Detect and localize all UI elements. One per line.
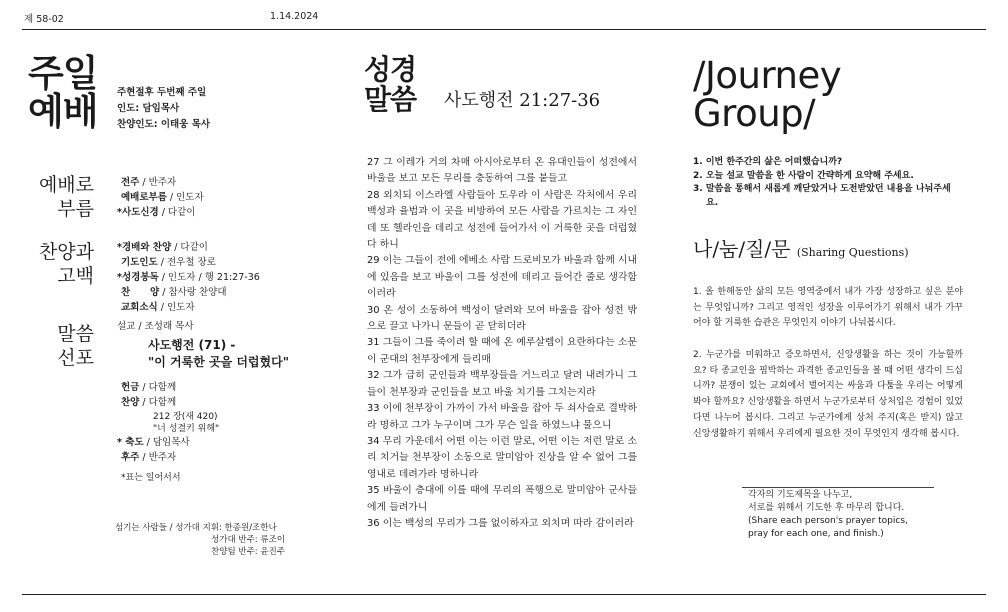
standing-note: *표는 일어서서 bbox=[121, 473, 181, 483]
verse: 29 이는 그들이 전에 에베소 사람 드로비모가 바울과 함께 시내에 있음을 보고 바울이 그를 성전에 데리고 들어간 줄로 생각함이러라 bbox=[367, 255, 637, 300]
list-item: 교회소식 / 인도자 bbox=[121, 302, 195, 313]
sermon-response-list bbox=[117, 380, 220, 465]
hymn-title: "너 성결키 위해" bbox=[153, 424, 220, 434]
staff-line-1: 섬기는 사람들 / 성가대 지휘: 한종원/조한나 bbox=[115, 523, 277, 533]
verse: 36 이는 백성의 무리가 그를 없이하자고 외치며 따라 감이러라 bbox=[367, 517, 634, 529]
verse: 35 바울이 층대에 이를 때에 무리의 폭행으로 말미암아 군사들에게 들려가니 bbox=[367, 485, 637, 513]
praise-list bbox=[117, 240, 260, 315]
issue-number: 제 58-02 bbox=[24, 14, 64, 25]
list-item: 예배로부름 / 인도자 bbox=[121, 192, 204, 203]
header-rule bbox=[22, 29, 986, 30]
verse: 33 이에 천부장이 가까이 가서 바울을 잡아 두 쇠사슬로 결박하라 명하고 그가 누구이며 그가 무슨 일을 하였느냐 물으니 bbox=[367, 403, 637, 431]
journey-group-title: /Journey Group/ bbox=[693, 54, 842, 135]
discussion-questions bbox=[693, 156, 953, 210]
staff-line-2: 성가대 반주: 류조이 bbox=[211, 535, 285, 545]
sharing-question-2: 2. 누군가를 미워하고 증오하면서, 신앙생활을 하는 것이 가능할까요? 타 종교인을 핍박하는 과격한 종교인들을 볼 때 어떤 생각이 드십니까? 분쟁이 있는 교회에서 벌어지는 싸움과 다툼을 우리는 어떻게 봐야 할까요? 신앙생활을 하면서 누군가로부터 상처입은 경험이 있었다면 나누어 봅시다. 그리고 누군가에게 상처 주지(혹은 받지) 않고 신앙생활하기 위해서 우리에게 필요한 것이 무엇인지 생각해 봅시다. bbox=[693, 350, 963, 439]
footer-rule bbox=[22, 594, 986, 595]
verse: 27 그 이레가 거의 차매 아시아로부터 온 유대인들이 성전에서 바울을 보고 모든 무리를 충동하여 그를 붙들고 bbox=[367, 157, 637, 185]
call-to-worship-heading: 예배로 부름 bbox=[38, 174, 94, 220]
sharing-questions-heading: 나/눔/질/문 (Sharing Questions) bbox=[693, 237, 909, 261]
staff-line-3: 찬양팀 반주: 윤진주 bbox=[211, 547, 285, 557]
verse: 34 무리 가운데서 어떤 이는 이런 말로, 어떤 이는 저런 말로 소리 치거늘 천부장이 소동으로 말미암아 진상을 알 수 없어 그를 영내로 데려가라 명하니라 bbox=[367, 435, 637, 480]
worship-title: 주일 예배 bbox=[28, 52, 98, 133]
list-item: *성경봉독 / 인도자 / 행 21:27-36 bbox=[117, 272, 260, 283]
list-item: * 축도 / 담임목사 bbox=[117, 437, 190, 448]
sermon-label: 설교 / 조성래 목사 bbox=[117, 321, 194, 332]
list-item: 헌금 / 다함께 bbox=[121, 382, 177, 393]
list-item: 찬양 / 다함께 bbox=[121, 397, 177, 408]
list-item: 3. 말씀을 통해서 새롭게 깨닫았거나 도전받았던 내용을 나눠주세요. bbox=[693, 184, 951, 208]
hymn-number: 212 장(새 420) bbox=[153, 412, 218, 422]
prayer-divider bbox=[742, 487, 934, 488]
scripture-text bbox=[367, 155, 637, 532]
prayer-instructions: 각자의 기도제목을 나누고, 서로를 위해서 기도한 후 마무리 합니다. (Share each person's prayer topics, pray for each one, and finish.) bbox=[748, 490, 908, 539]
verse: 31 그들이 그를 죽이려 할 때에 온 예루살렘이 요란하다는 소문이 군대의 천부장에게 들리매 bbox=[367, 337, 637, 365]
list-item: 2. 오늘 설교 말씀을 한 사람이 간략하게 요약해 주세요. bbox=[693, 170, 914, 181]
verse: 28 외치되 이스라엘 사람들아 도우라 이 사람은 각처에서 우리 백성과 율법과 이 곳을 비방하여 모든 사람을 가르치는 그 자인데 또 헬라인을 데리고 성전에 들어가서 이 거룩한 곳을 더럽혔다 하니 bbox=[367, 189, 637, 251]
verse: 30 온 성이 소동하여 백성이 달려와 모여 바울을 잡아 성전 밖으로 끌고 나가니 문들이 곧 닫히더라 bbox=[367, 304, 637, 333]
list-item: 찬 양 / 참사랑 찬양대 bbox=[121, 287, 227, 298]
sermon-title: 사도행전 (71) - "이 거룩한 곳을 더럽혔다" bbox=[148, 338, 289, 369]
call-to-worship-list bbox=[117, 175, 204, 220]
list-item: 후주 / 반주자 bbox=[121, 452, 177, 463]
sermon-heading: 말씀 선포 bbox=[57, 323, 94, 369]
list-item: *경배와 찬양 / 다같이 bbox=[117, 242, 208, 253]
scripture-reference: 사도행전 21:27-36 bbox=[444, 90, 601, 111]
sharing-question-1: 1. 올 한해동안 삶의 모든 영역중에서 내가 가장 성장하고 싶은 분야는 무엇입니까? 그리고 영적인 성장을 이루어가기 위해서 내가 가꾸어야 할 거룩한 습관은 무엇인지 이야기 나눠봅시다. bbox=[693, 287, 963, 329]
list-item: *사도신경 / 다같이 bbox=[117, 207, 196, 218]
list-item: 1. 이번 한주간의 삶은 어떠했습니까? bbox=[693, 157, 843, 167]
service-info: 주현절후 두번째 주일 인도: 담임목사 찬양인도: 이태웅 목사 bbox=[117, 87, 211, 130]
scripture-heading: 성경 말씀 bbox=[364, 53, 417, 116]
bulletin-date: 1.14.2024 bbox=[270, 11, 319, 22]
praise-heading: 찬양과 고백 bbox=[38, 241, 94, 287]
verse: 32 그가 급히 군인들과 백부장들을 거느리고 달려 내려가니 그들이 천부장과 군인들을 보고 바울 치기를 그치는지라 bbox=[367, 370, 637, 398]
list-item: 기도인도 / 전우철 장로 bbox=[121, 257, 216, 268]
list-item: 전주 / 반주자 bbox=[121, 177, 177, 188]
